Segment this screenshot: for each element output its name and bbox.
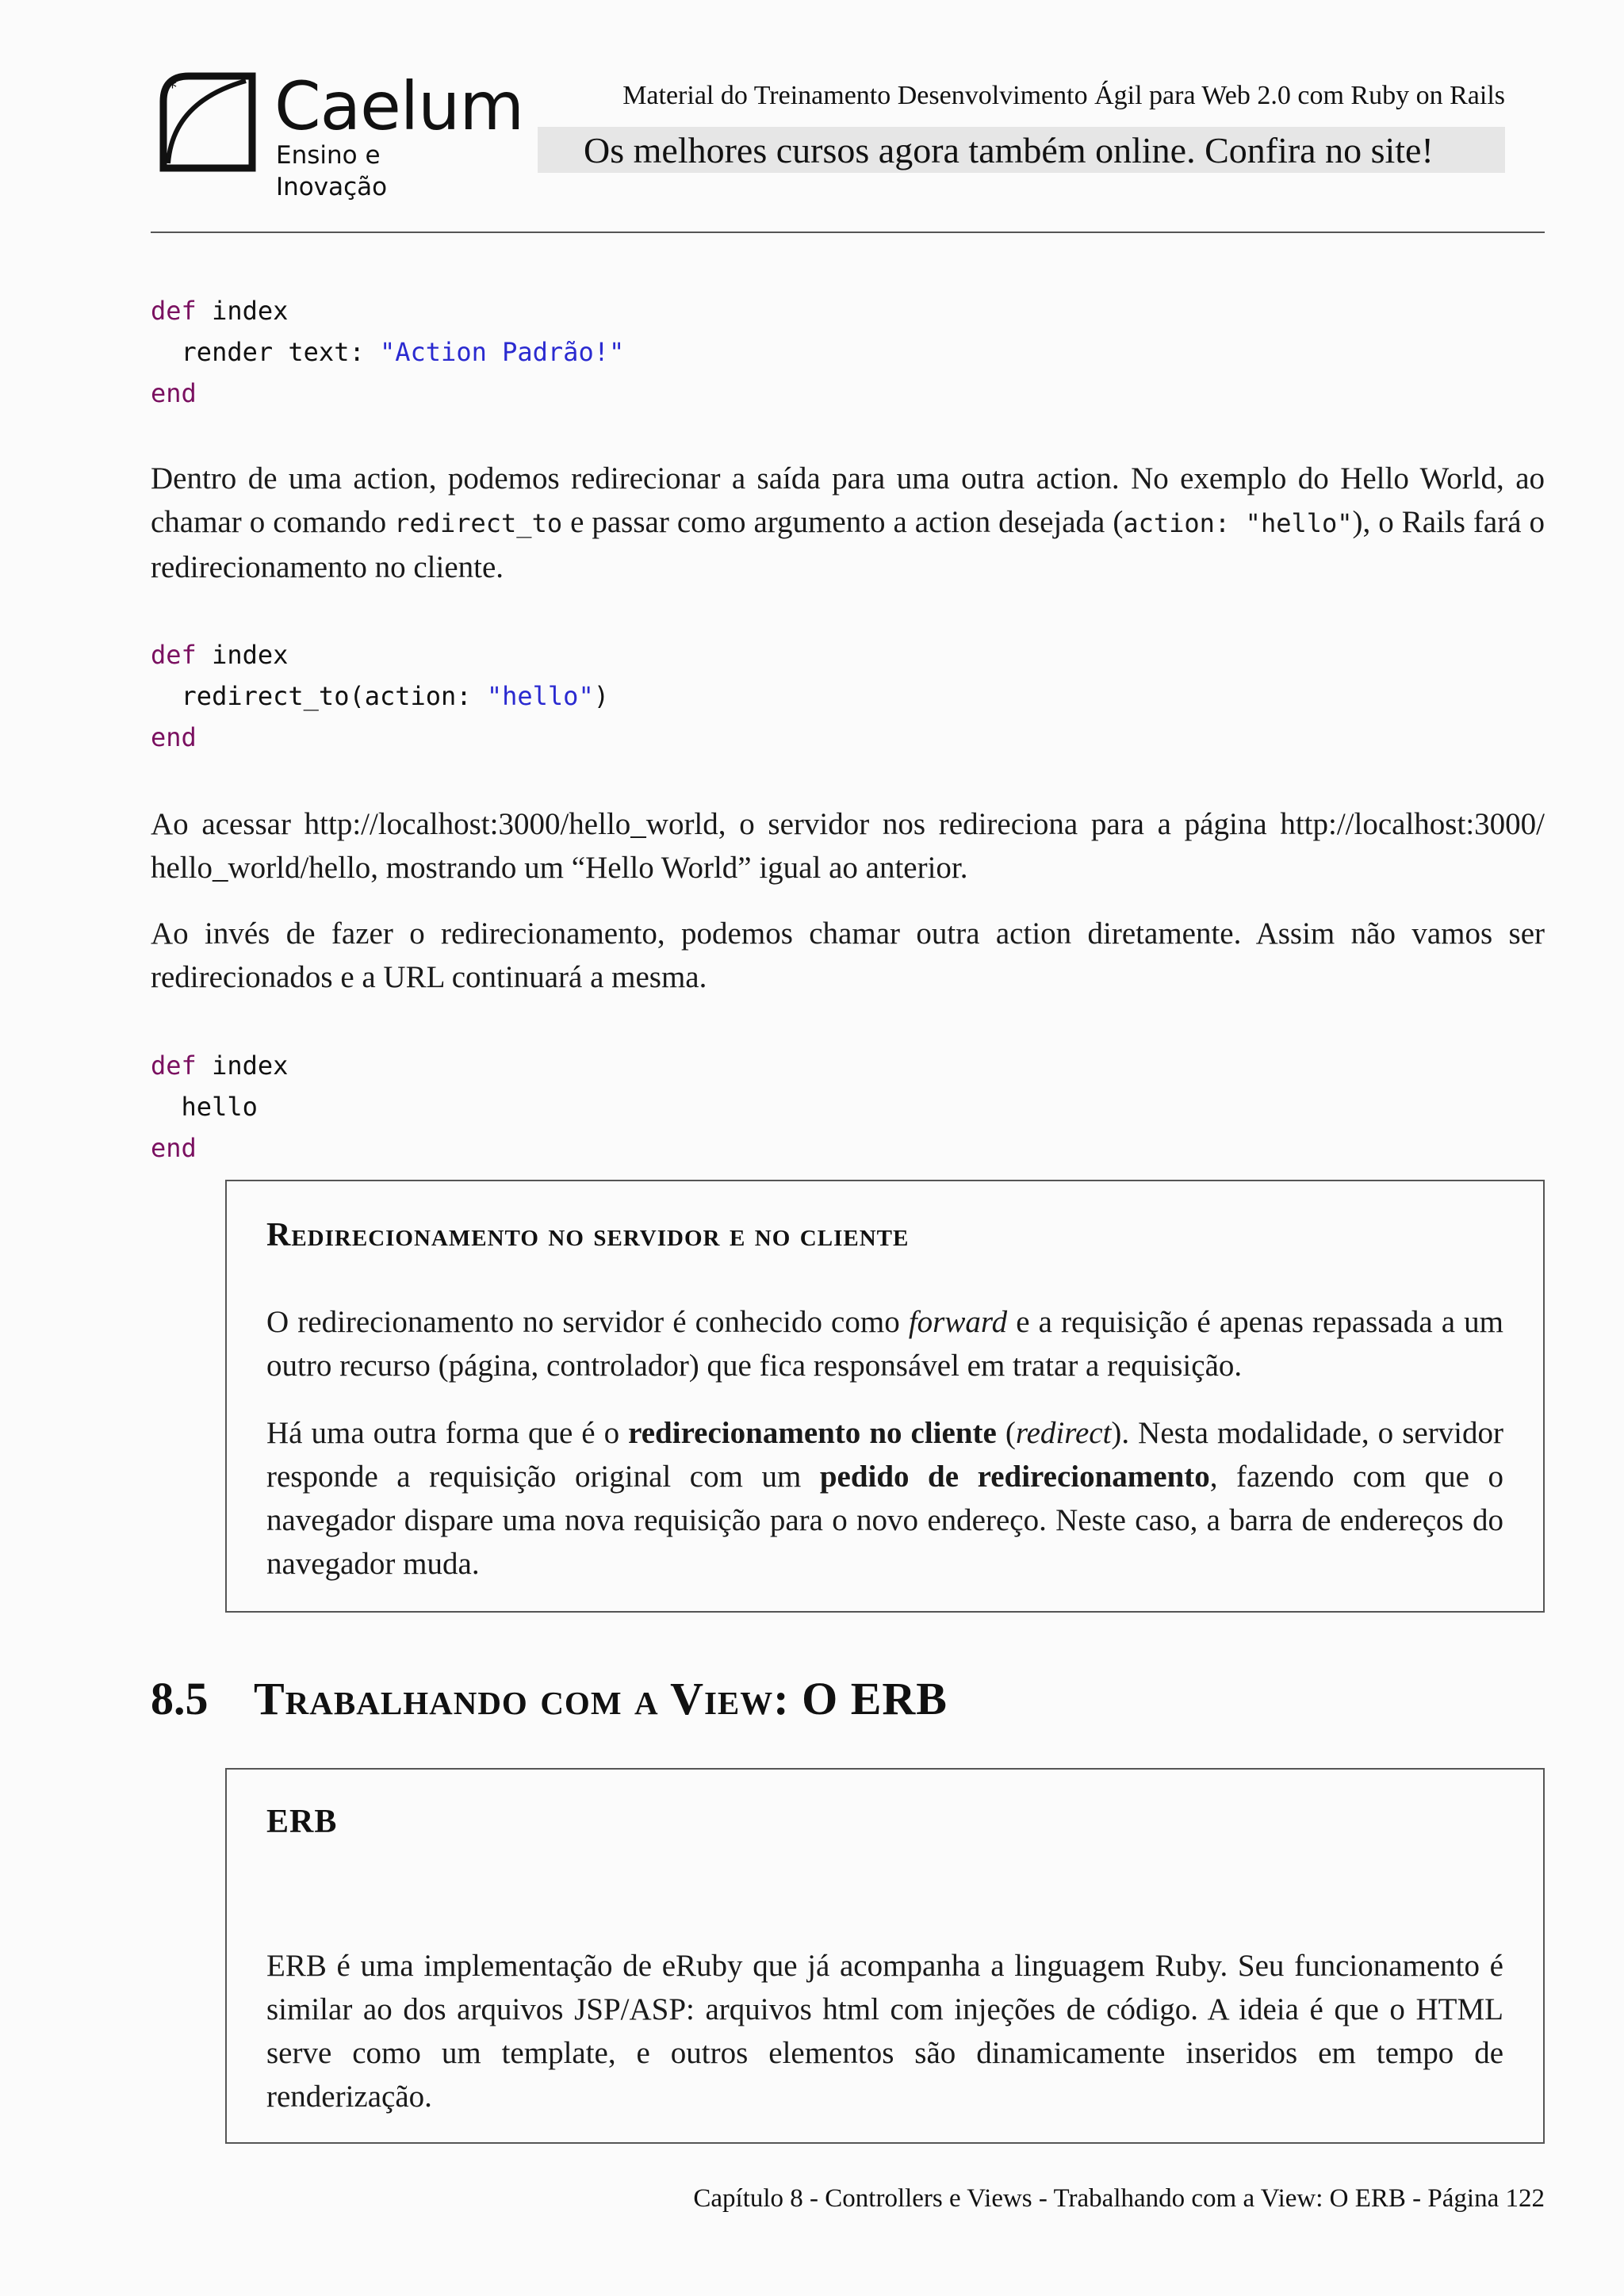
note-box-title: Redirecionamento no servidor e no cliente xyxy=(266,1217,910,1253)
note-box-body xyxy=(266,1300,1503,1609)
section-title: Trabalhando com a View: O ERB xyxy=(254,1673,948,1724)
note-box-redirect xyxy=(225,1180,1545,1613)
logo-tagline: Ensino e Inovação xyxy=(276,141,388,201)
promo-banner xyxy=(538,127,1505,173)
inline-code: action: "hello" xyxy=(1123,508,1353,538)
code-text: hello xyxy=(151,1092,258,1122)
paragraph-1 xyxy=(151,457,1545,589)
note-paragraph xyxy=(266,1300,1503,1387)
inline-code: redirect_to xyxy=(394,508,563,538)
code-keyword: def xyxy=(151,1050,197,1081)
note-text: , fazendo com que o navegador dispare uma nova requisição para o novo endereço. Neste caso, a barra de endereços do navegador muda. xyxy=(266,1460,1503,1581)
code-text: render text: xyxy=(151,337,380,367)
section-number: 8.5 xyxy=(151,1673,209,1724)
svg-text:*: * xyxy=(168,78,177,98)
code-string: "hello" xyxy=(486,681,594,711)
promo-banner-text: Os melhores cursos agora também online. Confira no site! xyxy=(584,130,1434,170)
note-box-title: ERB xyxy=(266,1804,338,1840)
code-text: ) xyxy=(593,681,609,711)
section-heading xyxy=(151,1671,948,1727)
code-keyword: def xyxy=(151,640,197,670)
code-text: index xyxy=(196,640,289,670)
caelum-logo xyxy=(157,67,524,201)
note-text: O redirecionamento no servidor é conhecido como xyxy=(266,1305,909,1339)
paragraph-text: e passar como argumento a action desejada ( xyxy=(562,505,1124,539)
page-footer: Capítulo 8 - Controllers e Views - Trabalhando com a View: O ERB - Página 122 xyxy=(693,2184,1545,2213)
note-emphasis: redirect xyxy=(1015,1416,1112,1450)
logo-name: Caelum xyxy=(274,67,524,145)
paragraph-text: Dentro de uma action, podemos redirecionar a saída para uma outra action. No exemplo do Hello World, ao chamar o comando xyxy=(151,461,1545,539)
course-title: Material do Treinamento Desenvolvimento Ágil para Web 2.0 com Ruby on Rails xyxy=(622,81,1505,110)
note-emphasis: forward xyxy=(908,1305,1008,1339)
code-string: "Action Padrão!" xyxy=(379,337,625,367)
note-text: ). Nesta modalidade, o servidor responde a requisição original com um xyxy=(266,1416,1504,1494)
note-box-erb xyxy=(225,1768,1545,2144)
code-keyword: end xyxy=(151,1133,197,1163)
note-box-body: ERB é uma implementação de eRuby que já acompanha a linguagem Ruby. Seu funcionamento é similar ao dos arquivos JSP/ASP: arquivos html com injeções de código. A ideia é que o HTML serve como um template, e outros elementos são dinamicamente inseridos em tempo de renderização. xyxy=(266,1949,1503,2114)
paragraph-text: ), o Rails fará o redirecionamento no cliente. xyxy=(151,505,1545,584)
paragraph-2: Ao acessar http://localhost:3000/hello_world, o servidor nos redireciona para a página http://localhost:3000/ hello_world/hello, mostrando um “Hello World” igual ao anterior. xyxy=(151,807,1545,885)
note-text: e a requisição é apenas repassada a um outro recurso (página, controlador) que fica responsável em tratar a requisição. xyxy=(266,1305,1503,1383)
code-keyword: end xyxy=(151,722,197,752)
code-keyword: end xyxy=(151,378,197,408)
code-keyword: def xyxy=(151,296,197,326)
code-block-1 xyxy=(151,290,624,414)
note-paragraph xyxy=(266,1411,1503,1586)
caelum-logo-icon xyxy=(157,70,259,173)
note-strong: redirecionamento no cliente xyxy=(628,1416,997,1450)
note-strong: pedido de redirecionamento xyxy=(819,1460,1210,1494)
paragraph-3: Ao invés de fazer o redirecionamento, podemos chamar outra action diretamente. Assim não vamos ser redirecionados e a URL continuará a mesma. xyxy=(151,916,1545,994)
note-text: ( xyxy=(996,1416,1016,1450)
page-header xyxy=(0,0,1624,238)
code-block-2 xyxy=(151,634,609,758)
code-block-3 xyxy=(151,1045,288,1169)
header-divider xyxy=(151,232,1545,233)
code-text: redirect_to(action: xyxy=(151,681,487,711)
code-text: index xyxy=(196,296,289,326)
note-text: Há uma outra forma que é o xyxy=(266,1416,629,1450)
code-text: index xyxy=(196,1050,289,1081)
